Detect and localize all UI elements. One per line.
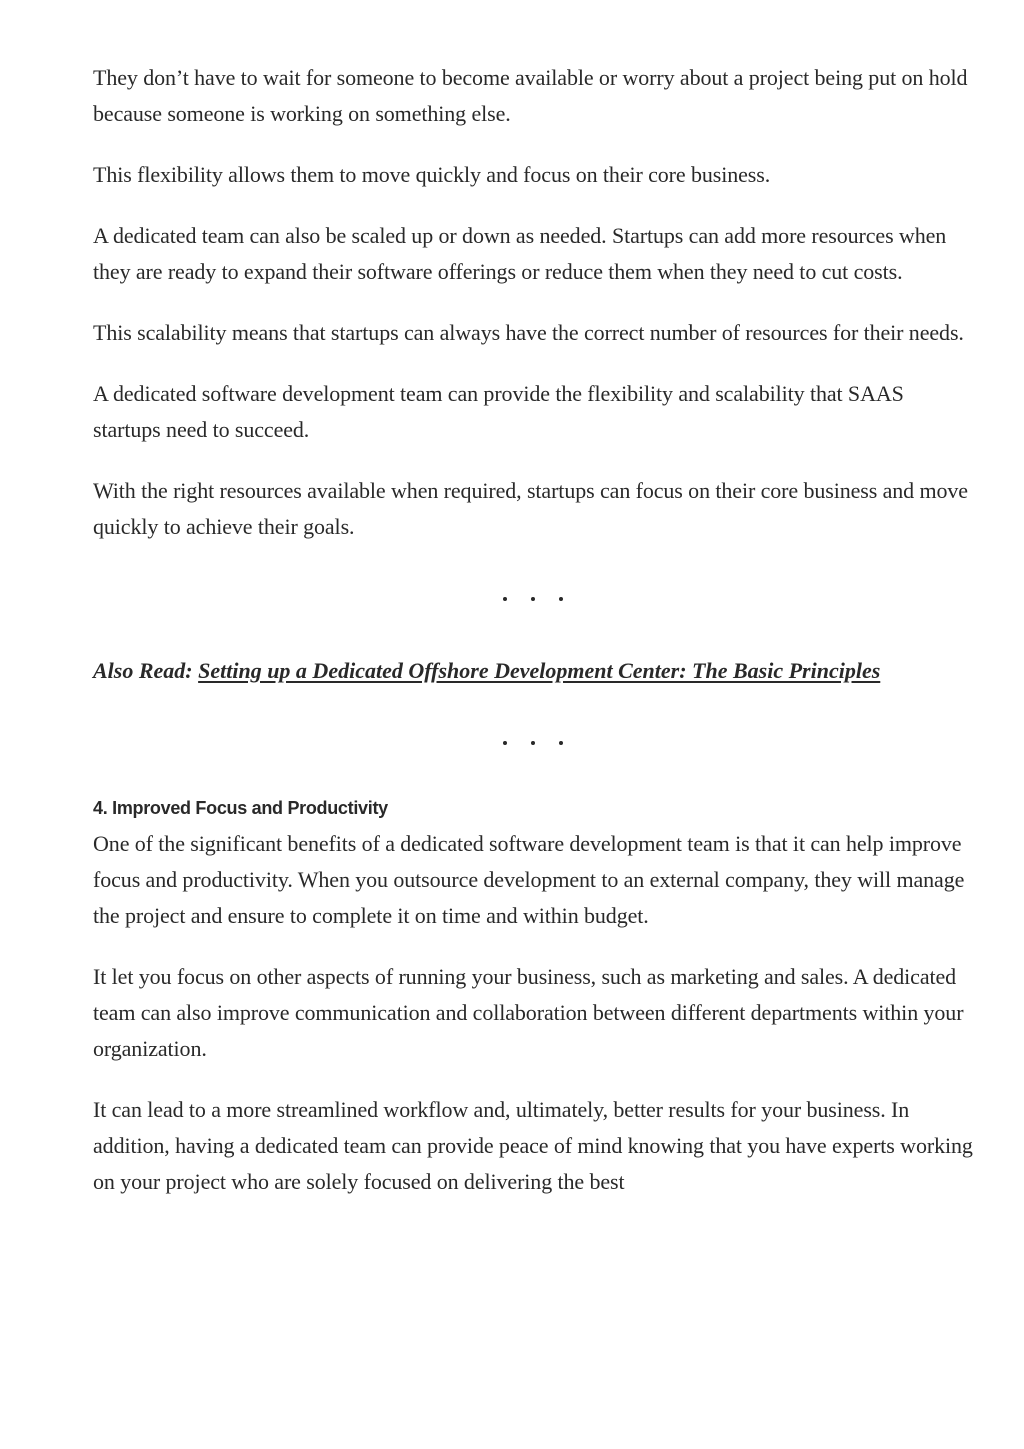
paragraph: This flexibility allows them to move quickly and focus on their core business. <box>93 162 771 187</box>
paragraph: One of the significant benefits of a dedicated software development team is that it can help improve focus and productivity. When you outsource development to an external company, they will manage the project and ensure to complete it on time and within budget. <box>93 831 965 928</box>
section-heading: 4. Improved Focus and Productivity <box>93 798 388 818</box>
paragraph: A dedicated software development team can provide the flexibility and scalability that SAAS startups need to succeed. <box>93 381 904 442</box>
paragraph: It let you focus on other aspects of running your business, such as marketing and sales. A dedicated team can also improve communication and collaboration between different departments within your organization. <box>93 964 964 1061</box>
section-separator <box>93 589 973 609</box>
separator-dot <box>531 741 535 745</box>
paragraph: It can lead to a more streamlined workflow and, ultimately, better results for your business. In addition, having a dedicated team can provide peace of mind knowing that you have experts working on your project who are solely focused on delivering the best <box>93 1097 973 1194</box>
article-body <box>93 60 973 1225</box>
section-separator <box>93 733 973 753</box>
paragraph: This scalability means that startups can always have the correct number of resources for their needs. <box>93 320 964 345</box>
paragraph: A dedicated team can also be scaled up or down as needed. Startups can add more resources when they are ready to expand their software offerings or reduce them when they need to cut costs. <box>93 223 947 284</box>
separator-dot <box>559 741 563 745</box>
separator-dot <box>559 597 563 601</box>
paragraph: They don’t have to wait for someone to become available or worry about a project being put on hold because someone is working on something else. <box>93 65 968 126</box>
separator-dot <box>531 597 535 601</box>
paragraph: With the right resources available when required, startups can focus on their core business and move quickly to achieve their goals. <box>93 478 968 539</box>
also-read <box>93 653 973 689</box>
separator-dot <box>503 741 507 745</box>
separator-dot <box>503 597 507 601</box>
also-read-link[interactable]: Setting up a Dedicated Offshore Development Center: The Basic Principles <box>198 658 881 683</box>
also-read-prefix: Also Read: <box>93 658 199 683</box>
